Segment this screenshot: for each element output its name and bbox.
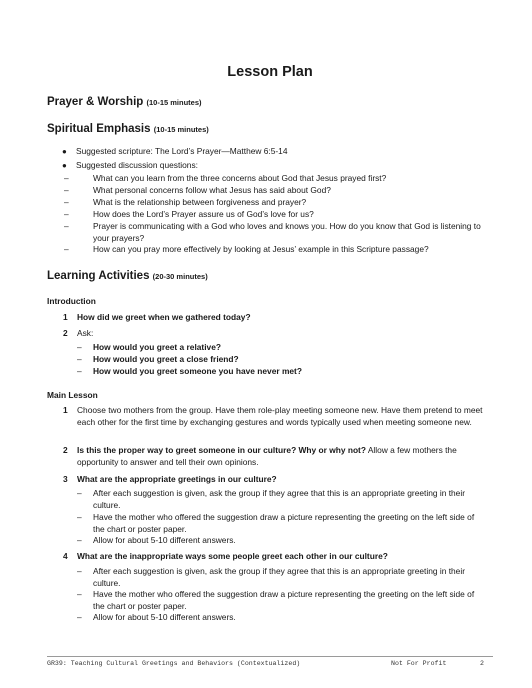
dash-marker: – — [77, 342, 82, 352]
question-text: What can you learn from the three concerns about God that Jesus prayed first? — [93, 173, 387, 183]
item-number: 1 — [63, 405, 68, 415]
item-text: Ask: — [77, 328, 94, 338]
item-text: What are the appropriate greetings in our culture? — [77, 474, 277, 484]
spiritual-heading-text: Spiritual Emphasis — [47, 123, 151, 135]
questions-label: Suggested discussion questions: — [76, 160, 198, 170]
page-title: Lesson Plan — [227, 64, 313, 80]
bullet-icon: ● — [62, 161, 67, 170]
dash-marker: – — [64, 185, 69, 195]
question-text: What personal concerns follow what Jesus has said about God? — [93, 185, 331, 195]
sub-text: After each suggestion is given, ask the group if they agree that this is an appropriate greeting in their culture. — [93, 488, 465, 510]
introduction-heading: Introduction — [47, 296, 96, 306]
question-text: How does the Lord’s Prayer assure us of God’s love for us? — [93, 209, 314, 219]
prayer-duration: (10-15 minutes) — [146, 98, 202, 107]
item-number: 1 — [63, 312, 68, 322]
sub-text: After each suggestion is given, ask the group if they agree that this is an appropriate greeting in their culture. — [93, 566, 465, 588]
dash-marker: – — [64, 173, 69, 183]
learning-heading-text: Learning Activities — [47, 270, 150, 282]
sub-text: Have the mother who offered the suggestion draw a picture representing the greeting on the left side of the chart or poster paper. — [93, 512, 475, 534]
item-text: Choose two mothers from the group. Have them role-play meeting someone new. Have them pretend to meet each other for the first time by exchanging gestures and words typically used when meeting someone new. — [77, 405, 483, 427]
dash-marker: – — [64, 244, 69, 254]
dash-marker: – — [77, 354, 82, 364]
bullet-icon: ● — [62, 147, 67, 156]
sub-text: Allow for about 5-10 different answers. — [93, 535, 236, 545]
dash-marker: – — [77, 566, 82, 576]
item-number: 2 — [63, 328, 68, 338]
scripture-text: Suggested scripture: The Lord’s Prayer—Matthew 6:5-14 — [76, 146, 288, 156]
prayer-heading-text: Prayer & Worship — [47, 96, 144, 108]
item-question: Is this the proper way to greet someone in our culture? Why or why not? — [77, 445, 366, 455]
item-number: 3 — [63, 474, 68, 484]
learning-duration: (20-30 minutes) — [152, 272, 208, 281]
item-text — [77, 445, 488, 468]
question-text: How can you pray more effectively by looking at Jesus’ example in this Scripture passage? — [93, 244, 429, 254]
item-number: 4 — [63, 551, 68, 561]
dash-marker: – — [77, 488, 82, 498]
footer-divider — [47, 656, 493, 657]
spiritual-emphasis-heading — [47, 123, 209, 135]
ask-text: How would you greet a relative? — [93, 342, 221, 352]
dash-marker: – — [64, 221, 69, 231]
question-text: Prayer is communicating with a God who loves and knows you. How do you know that God is listening to your prayers? — [93, 221, 481, 243]
footer-not-for-profit: Not For Profit — [391, 660, 447, 667]
item-text: What are the inappropriate ways some people greet each other in our culture? — [77, 551, 388, 561]
dash-marker: – — [77, 612, 82, 622]
spiritual-duration: (10-15 minutes) — [153, 125, 209, 134]
learning-activities-heading — [47, 270, 208, 282]
item-instruction: Allow a few mothers the opportunity to answer and tell their own opinions. — [77, 445, 457, 467]
sub-text: Have the mother who offered the suggestion draw a picture representing the greeting on the left side of the chart or poster paper. — [93, 589, 475, 611]
prayer-worship-heading — [47, 96, 202, 108]
dash-marker: – — [77, 535, 82, 545]
footer-page-number: 2 — [480, 660, 484, 667]
main-lesson-heading: Main Lesson — [47, 390, 98, 400]
dash-marker: – — [77, 366, 82, 376]
ask-text: How would you greet someone you have never met? — [93, 366, 302, 376]
dash-marker: – — [77, 589, 82, 599]
item-text: How did we greet when we gathered today? — [77, 312, 251, 322]
dash-marker: – — [64, 197, 69, 207]
dash-marker: – — [64, 209, 69, 219]
sub-text: Allow for about 5-10 different answers. — [93, 612, 236, 622]
ask-text: How would you greet a close friend? — [93, 354, 239, 364]
item-number: 2 — [63, 445, 68, 455]
question-text: What is the relationship between forgiveness and prayer? — [93, 197, 307, 207]
dash-marker: – — [77, 512, 82, 522]
footer-course-title: GR39: Teaching Cultural Greetings and Behaviors (Contextualized) — [47, 660, 301, 667]
